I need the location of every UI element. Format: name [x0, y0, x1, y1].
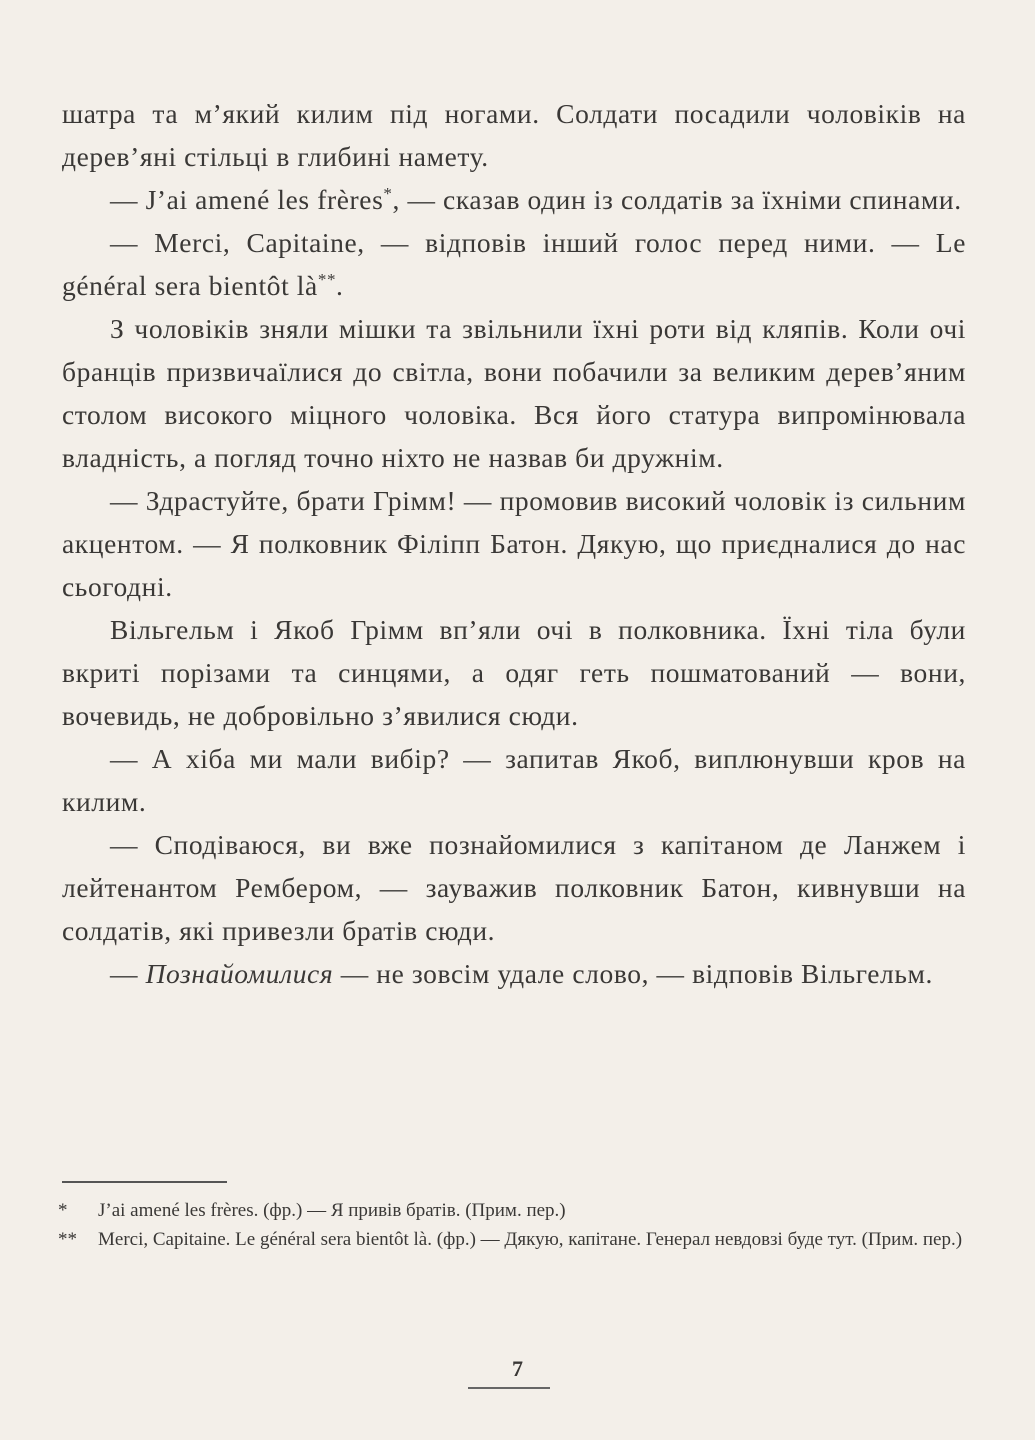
- footnote-1: [58, 1196, 968, 1225]
- footnotes: [58, 1196, 968, 1254]
- footnote-ref-2: **: [317, 269, 337, 289]
- footnote-2: [58, 1225, 968, 1254]
- paragraph-3-tail: .: [336, 270, 344, 301]
- footnote-2-mark: **: [58, 1229, 77, 1250]
- paragraph-1: [62, 92, 966, 178]
- paragraph-7-text: — А хіба ми мали вибір? — запитав Якоб, виплюнувши кров на килим.: [62, 743, 966, 817]
- footnote-2-text: Merci, Capitaine. Le général sera bientôt là. (фр.) — Дякую, капітане. Генерал невдовзі буде тут. (Прим. пер.): [98, 1229, 963, 1250]
- footnote-divider: [62, 1181, 227, 1183]
- paragraph-2-tail: , — сказав один із солдатів за їхніми спинами.: [392, 184, 962, 215]
- paragraph-8: [62, 823, 966, 952]
- paragraph-1-text: шатра та м’який килим під ногами. Солдати посадили чоловіків на дерев’яні стільці в глибині намету.: [62, 98, 966, 172]
- footnote-1-text: J’ai amené les frères. (фр.) — Я привів братів. (Прим. пер.): [98, 1200, 566, 1221]
- footnote-1-mark: *: [58, 1200, 68, 1221]
- paragraph-9: [62, 952, 966, 995]
- paragraph-4-text: З чоловіків зняли мішки та звільнили їхні роти від кляпів. Коли очі бранців призвичаїлися до світла, вони побачили за великим дерев’яним столом високого міцного чоловіка. Вся його статура випромінювала владність, а погляд точно ніхто не назвав би дружнім.: [62, 313, 966, 473]
- paragraph-5-text: — Здрастуйте, брати Грімм! — промовив високий чоловік із сильним акцентом. — Я полковник Філіпп Батон. Дякую, що приєдналися до нас сьогодні.: [62, 485, 966, 602]
- body-text: [62, 92, 966, 995]
- paragraph-2-text: — J’ai amené les frères: [110, 184, 384, 215]
- paragraph-9-tail: — не зовсім удале слово, — відповів Вільгельм.: [333, 958, 933, 989]
- page-number: 7: [512, 1356, 523, 1381]
- page-number-underline: [468, 1387, 550, 1389]
- paragraph-4: [62, 307, 966, 479]
- paragraph-6-text: Вільгельм і Якоб Грімм вп’яли очі в полковника. Їхні тіла були вкриті порізами та синцями, а одяг геть пошматований — вони, вочевидь, не добровільно з’явилися сюди.: [62, 614, 966, 731]
- paragraph-3-text: — Merci, Capitaine, — відповів інший голос перед ними. — Le général sera bientôt là: [62, 227, 966, 301]
- paragraph-8-text: — Сподіваюся, ви вже познайомилися з капітаном де Ланжем і лейтенантом Рембером, — зауважив полковник Батон, кивнувши на солдатів, які привезли братів сюди.: [62, 829, 966, 946]
- paragraph-5: [62, 479, 966, 608]
- paragraph-9-text: —: [110, 958, 146, 989]
- footnote-ref-1: *: [383, 183, 393, 203]
- paragraph-2: [62, 178, 966, 221]
- paragraph-3: [62, 221, 966, 307]
- paragraph-9-italic: Познайомилися: [145, 958, 334, 989]
- paragraph-6: [62, 608, 966, 737]
- paragraph-7: [62, 737, 966, 823]
